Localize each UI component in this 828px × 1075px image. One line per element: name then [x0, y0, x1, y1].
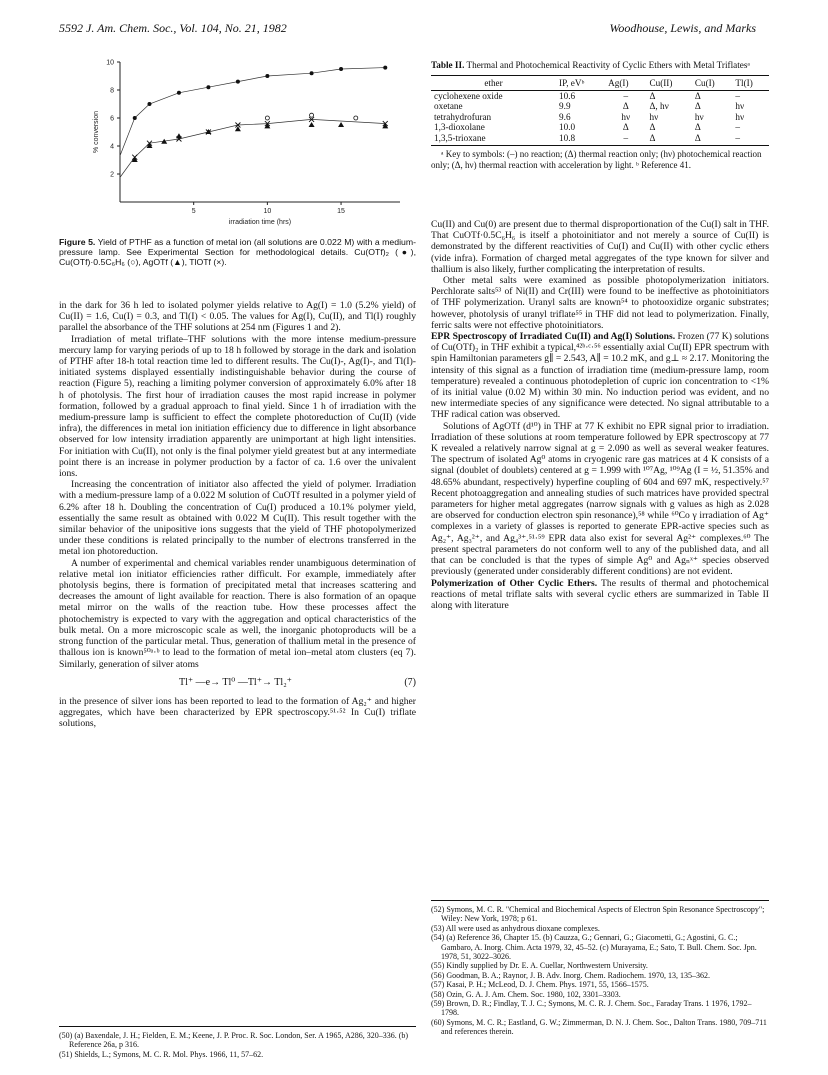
paragraph: Other metal salts were examined as possible photopolymerization initiators. Perchlorate salts⁵³ of Ni(II) and Cr(III) were found to be ineffective as photoinitiators of THF polymerization. Uranyl salts are known⁵⁴ to photooxidize organic substrates; however, photolysis of uranyl triflate⁵⁵ in THF did not lead to polymerization. Finally, ferric salts were not effective photoinitiators. [431, 275, 769, 331]
x-tick-label: 10 [263, 208, 272, 215]
table-cell: cyclohexene oxide [434, 90, 503, 101]
paragraph: Solutions of AgOTf (d¹⁰) in THF at 77 K exhibit no EPR signal prior to irradiation. Irradiation of these solutions at room temperature followed by EPR spectroscopy at 77 K revealed a relatively narrow signal at g = 2.090 as well as several weaker features. The spectrum of isolated Ag⁰ atoms in cryogenic rare gas matrices at 4 K consists of a signal (doublet of doublets) centered at g = 1.999 with ¹⁰⁷Ag, ¹⁰⁹Ag (I = ½, 51.35% and 48.65% abundant, respectively) hyperfine coupling of 604 and 697 mK, respectively.⁵⁷ Recent photoaggregation and annealing studies of such matrices have provided spectral parameters for higher metal aggregates (narrow signals with g values as high as 2.028 are observed for conduction electron spin resonance),⁵⁸ while ⁶⁰Co γ irradiation of Ag⁺ complexes in a variety of glasses is reported to generate EPR-active species such as Ag₂⁺, Ag₃²⁺, and Ag₄³⁺.⁵¹·⁵⁹ EPR data also exist for several Ag²⁺ complexes.⁶⁰ The present spectral parameters do not conform well to any of the published data, and all that can be concluded is that the types of simple Ag⁰ and Agₙˣ⁺ species observed previously (generated under considerably different conditions) are not evident. [431, 420, 769, 578]
figure-caption-label: Figure 5. [59, 237, 96, 247]
table-cell: 9.9 [559, 101, 571, 112]
table-cell: 1,3,5-trioxane [431, 133, 556, 146]
data-point-filled-circle [339, 67, 343, 71]
table-cell: Δ, hν [649, 101, 669, 112]
running-header-right: Woodhouse, Lewis, and Marks [609, 21, 756, 35]
y-tick-label: 8 [110, 87, 114, 95]
reference: (59) Brown, D. R.; Findlay, T. J. C.; Symons, M. C. R. J. Chem. Soc., Faraday Trans. 1 1976, 1792–1798. [431, 999, 752, 1018]
y-tick-label: 2 [110, 171, 114, 179]
paragraph: Irradiation of metal triflate–THF solutions with the more intense medium-pressure mercury lamp for varying periods of up to 18 h followed by storage in the dark and isolation of PTHF after 18-h total reaction time led to different results. The Cu(I)-, Ag(I)-, and Tl(I)-initiated systems displayed essentially indistinguishable behavior during the course of reaction (Figure 5), reaching a limiting polymer conversion of approximately 6.0% after 18 h of photolysis. The first hour of irradiation causes the most rapid increase in polymer formation, followed by a gradual approach to final yield. Since 1 h of irradiation with the medium-pressure lamp is sufficient to effect the complete photoreduction of Cu(II) (vide infra), the differences in metal ion initiation efficiency due to difference in light absorbance observed for low intensity irradiation apparently are unimportant at high light intensities. For initiation with Cu(II), not only is the final polymer yield greatest but at any intermediate point there is an increase in polymer production by a factor of ca. 1.6 over the univalent ions. [59, 333, 416, 480]
reference: (51) Shields, L.; Symons, M. C. R. Mol. Phys. 1966, 11, 57–62. [59, 1049, 264, 1059]
left-column [59, 300, 416, 729]
data-point-filled-circle [236, 80, 240, 84]
table-header-row [431, 75, 769, 90]
table-cell: Δ [649, 122, 656, 133]
figure-caption [59, 237, 416, 267]
table-cell: – [732, 133, 769, 146]
data-point-triangle [338, 122, 344, 127]
x-tick-label: 15 [337, 208, 345, 215]
table-cell: Δ [646, 133, 691, 146]
table-cell: – [735, 122, 741, 133]
table-cell: 9.6 [559, 111, 571, 122]
reference: (53) All were used as anhydrous dioxane complexes. [431, 923, 600, 933]
data-point-filled-circle [310, 71, 314, 75]
figure-5 [80, 52, 410, 232]
reference: (55) Kindly supplied by Dr. E. A. Cuellar, Northwestern University. [431, 961, 648, 971]
data-point-filled-circle [206, 85, 210, 89]
paragraph: A number of experimental and chemical variables render unambiguous determination of relative metal ion initiator efficiencies rather difficult. For example, immediately after photolysis begins, there is formation of precipitated metal that increases scattering and decreases the amount of light available for reaction. There is also formation of an opaque metal mirror on the walls of the reaction tube. How these processes affect the photochemistry is expected to vary with the aggregation and optical characteristics of the bulk metal. On a more microscopic scale as well, the inorganic photoproducts will be a strong function of the particular metal. Thus, generation of thallium metal in the presence of thallous ion is known⁵⁰ᵃ·ᵇ to lead to the formation of metal ion–metal atom clusters (eq 7). Similarly, generation of silver atoms [59, 557, 416, 670]
table-cell: 10.6 [559, 90, 576, 101]
table-cell: 10.8 [556, 133, 605, 146]
y-axis-label: % conversion [93, 110, 100, 154]
figure-5-chart [80, 52, 410, 232]
data-point-filled-circle [133, 116, 137, 120]
paragraph-text: The results of thermal and photochemical reactions of metal triflate salts with several cyclic ethers are summarized in Table II along with literature [431, 577, 769, 611]
equation-7 [59, 670, 416, 696]
table-title-text: Thermal and Photochemical Reactivity of Cyclic Ethers with Metal Triflatesᵃ [466, 60, 750, 70]
table-cell: 1,3-dioxolane [434, 122, 485, 133]
paragraph: in the presence of silver ions has been reported to lead to the formation of Ag₂⁺ and higher aggregates, which have been characterized by EPR spectroscopy.⁵¹·⁵² In Cu(I) triflate solutions, [59, 695, 416, 730]
table-cell: Δ [694, 90, 701, 101]
table-cell: hν [735, 111, 745, 122]
data-point-open-circle [310, 113, 314, 117]
chart-axes [93, 60, 400, 227]
table-cell: hν [621, 111, 631, 122]
equation-number: (7) [404, 676, 416, 688]
references-left [59, 1026, 416, 1059]
data-point-filled-circle [147, 102, 151, 106]
table-cell: hν [694, 111, 704, 122]
table-row [431, 101, 769, 112]
col-header: IP, eVᵇ [556, 75, 605, 90]
y-tick-label: 10 [106, 59, 114, 67]
reference: (50) (a) Baxendale, J. H.; Fielden, E. M.; Keene, J. P. Proc. R. Soc. London, Ser. A 1965, A286, 320–336. (b) Reference 26a, p 316. [59, 1031, 409, 1050]
table-row [431, 90, 769, 101]
x-tick-label: 5 [191, 208, 196, 215]
paragraph: in the dark for 36 h led to isolated polymer yields relative to Ag(I) = 1.0 (5.2% yield) of Cu(II) = 1.6, Cu(I) = 0.3, and Tl(I) < 0.05. The values for Ag(I), Cu(II), and Tl(I) roughly parallel the absorbance of the THF solutions at 254 nm (Figures 1 and 2). [59, 300, 416, 334]
right-column [431, 219, 769, 611]
table-cell: Δ [649, 90, 656, 101]
table-cell: – [623, 90, 629, 101]
running-header-left: 5592 J. Am. Chem. Soc., Vol. 104, No. 21, 1982 [59, 21, 287, 35]
col-header: Cu(I) [692, 75, 733, 90]
table-footnote: ᵃ Key to symbols: (–) no reaction; (Δ) thermal reaction only; (hν) photochemical reaction only; (Δ, hν) thermal reaction with acceleration by light. ᵇ Reference 41. [431, 149, 762, 170]
table-row [431, 133, 769, 146]
paragraph: Increasing the concentration of initiator also affected the yield of polymer. Irradiation with a medium-pressure lamp of a 0.022 M solution of CuOTf resulted in a polymer yield of 6.2% after 18 h. Doubling the concentration of Cu(I) produced a 10.1% polymer yield, essentially the same result as obtained with 0.022 M Cu(II). This result together with the similar behavior of the unipositive ions suggests that the yield of THF photopolymerized under these conditions is related principally to the number of electrons transferred in the metal ion photoreduction. [59, 479, 416, 558]
section-heading: EPR Spectroscopy of Irradiated Cu(II) and Ag(I) Solutions. [431, 331, 676, 343]
reference: (56) Goodman, B. A.; Raynor, J. B. Adv. Inorg. Chem. Radiochem. 1970, 13, 135–362. [431, 970, 710, 980]
references-right [431, 900, 769, 1037]
data-point-filled-circle [265, 74, 269, 78]
col-header: Tl(I) [732, 75, 769, 90]
table-title-label: Table II. [431, 60, 465, 70]
table-cell: hν [649, 111, 659, 122]
paragraph: Cu(II) and Cu(0) are present due to thermal disproportionation of the Cu(I) salt in THF. That CuOTf·0.5C₆H₆ is itself a photoinitiator and not merely a source of Cu(II) is demonstrated by the different reactivities of Cu(I) and Cu(II) with other cyclic ethers (vide infra). Formation of charged metal aggregates of the type known for silver and thallium is also likely, further complicating the interpretation of results. [431, 219, 769, 275]
table-cell: hν [735, 101, 745, 112]
reference: (60) Symons, M. C. R.; Eastland, G. W.; Zimmerman, D. N. J. Chem. Soc., Dalton Trans. 1980, 709–711 and references therein. [431, 1017, 767, 1037]
curve-cu-ii [120, 68, 385, 156]
section-heading: Polymerization of Other Cyclic Ethers. [431, 577, 598, 589]
data-point-filled-circle [177, 91, 181, 95]
data-point-open-circle [265, 116, 269, 120]
table-cell: Δ [694, 101, 701, 112]
equation-body: Tl⁺ —e→ Tl⁰ —Tl⁺→ Tl₂⁺ [179, 676, 292, 688]
table-title [431, 60, 769, 71]
col-header: Ag(I) [605, 75, 646, 90]
y-tick-label: 6 [110, 115, 114, 123]
table-cell: tetrahydrofuran [434, 111, 492, 122]
table-cell: – [605, 133, 646, 146]
figure-caption-text: Yield of PTHF as a function of metal ion (all solutions are 0.022 M) with a medium-pressure lamp. See Experimental Section for methodological details. Cu(OTf)₂ (●), Cu(OTf)·0.5C₆H₆ (○), AgOTf (▲), TlOTf (×). [59, 237, 416, 268]
table-cell: Δ [694, 122, 701, 133]
table-2 [431, 60, 769, 170]
reference: (58) Ozin, G. A. J. Am. Chem. Soc. 1980, 102, 3301–3303. [431, 989, 621, 999]
data-point-open-circle [354, 116, 358, 120]
table-cell: Δ [692, 133, 733, 146]
curve-lower [120, 119, 385, 177]
x-axis-label: irradiation time (hrs) [228, 219, 292, 226]
col-header: Cu(II) [646, 75, 691, 90]
table-row [431, 122, 769, 133]
table-cell: – [735, 90, 741, 101]
reference: (52) Symons, M. C. R. "Chemical and Biochemical Aspects of Electron Spin Resonance Spectroscopy"; Wiley: New York, 1978; p 61. [431, 905, 765, 924]
table-cell: Δ [622, 122, 629, 133]
reference: (54) (a) Reference 36, Chapter 15. (b) Cauzza, G.; Gennari, G.; Giacometti, G.; Agostini, G. C.; Gambaro, A. Inorg. Chim. Acta 1979, 32, 45–52. (c) Murayama, E.; Sato, T. Bull. Chem. Soc. Jpn. 1978, 51, 3022–3026. [431, 933, 757, 962]
table-cell: oxetane [434, 101, 463, 112]
paragraph-text: Frozen (77 K) solutions of Cu(OTf)₂ in THF exhibit a typical,⁴²ᵇ·ᶜ·⁵⁶ essentially axial Cu(II) EPR spectrum with spin Hamiltonian parameters g∥ = 2.543, A∥ = 10.2 mK, and g⊥ ≈ 2.17. Monitoring the intensity of this signal as a function of irradiation time (medium-pressure lamp, room temperature) revealed a continuous photodepletion of cupric ion concentration to <1% of its initial value (0.02 M) within 30 min. No induction period was evident, and no new intermediate species of any significance were detected. No signal attributable to a THF radical cation was observed. [431, 331, 770, 421]
chart-marks [120, 66, 388, 178]
reactivity-table [431, 75, 769, 147]
y-tick-label: 4 [110, 143, 114, 151]
col-header: ether [431, 75, 556, 90]
data-point-filled-circle [383, 66, 387, 70]
data-point-triangle [309, 122, 315, 127]
table-row [431, 112, 769, 123]
table-cell: Δ [622, 101, 629, 112]
reference: (57) Kasai, P. H.; McLeod, D. J. Chem. Phys. 1971, 55, 1566–1575. [431, 980, 649, 990]
table-cell: 10.0 [559, 122, 576, 133]
